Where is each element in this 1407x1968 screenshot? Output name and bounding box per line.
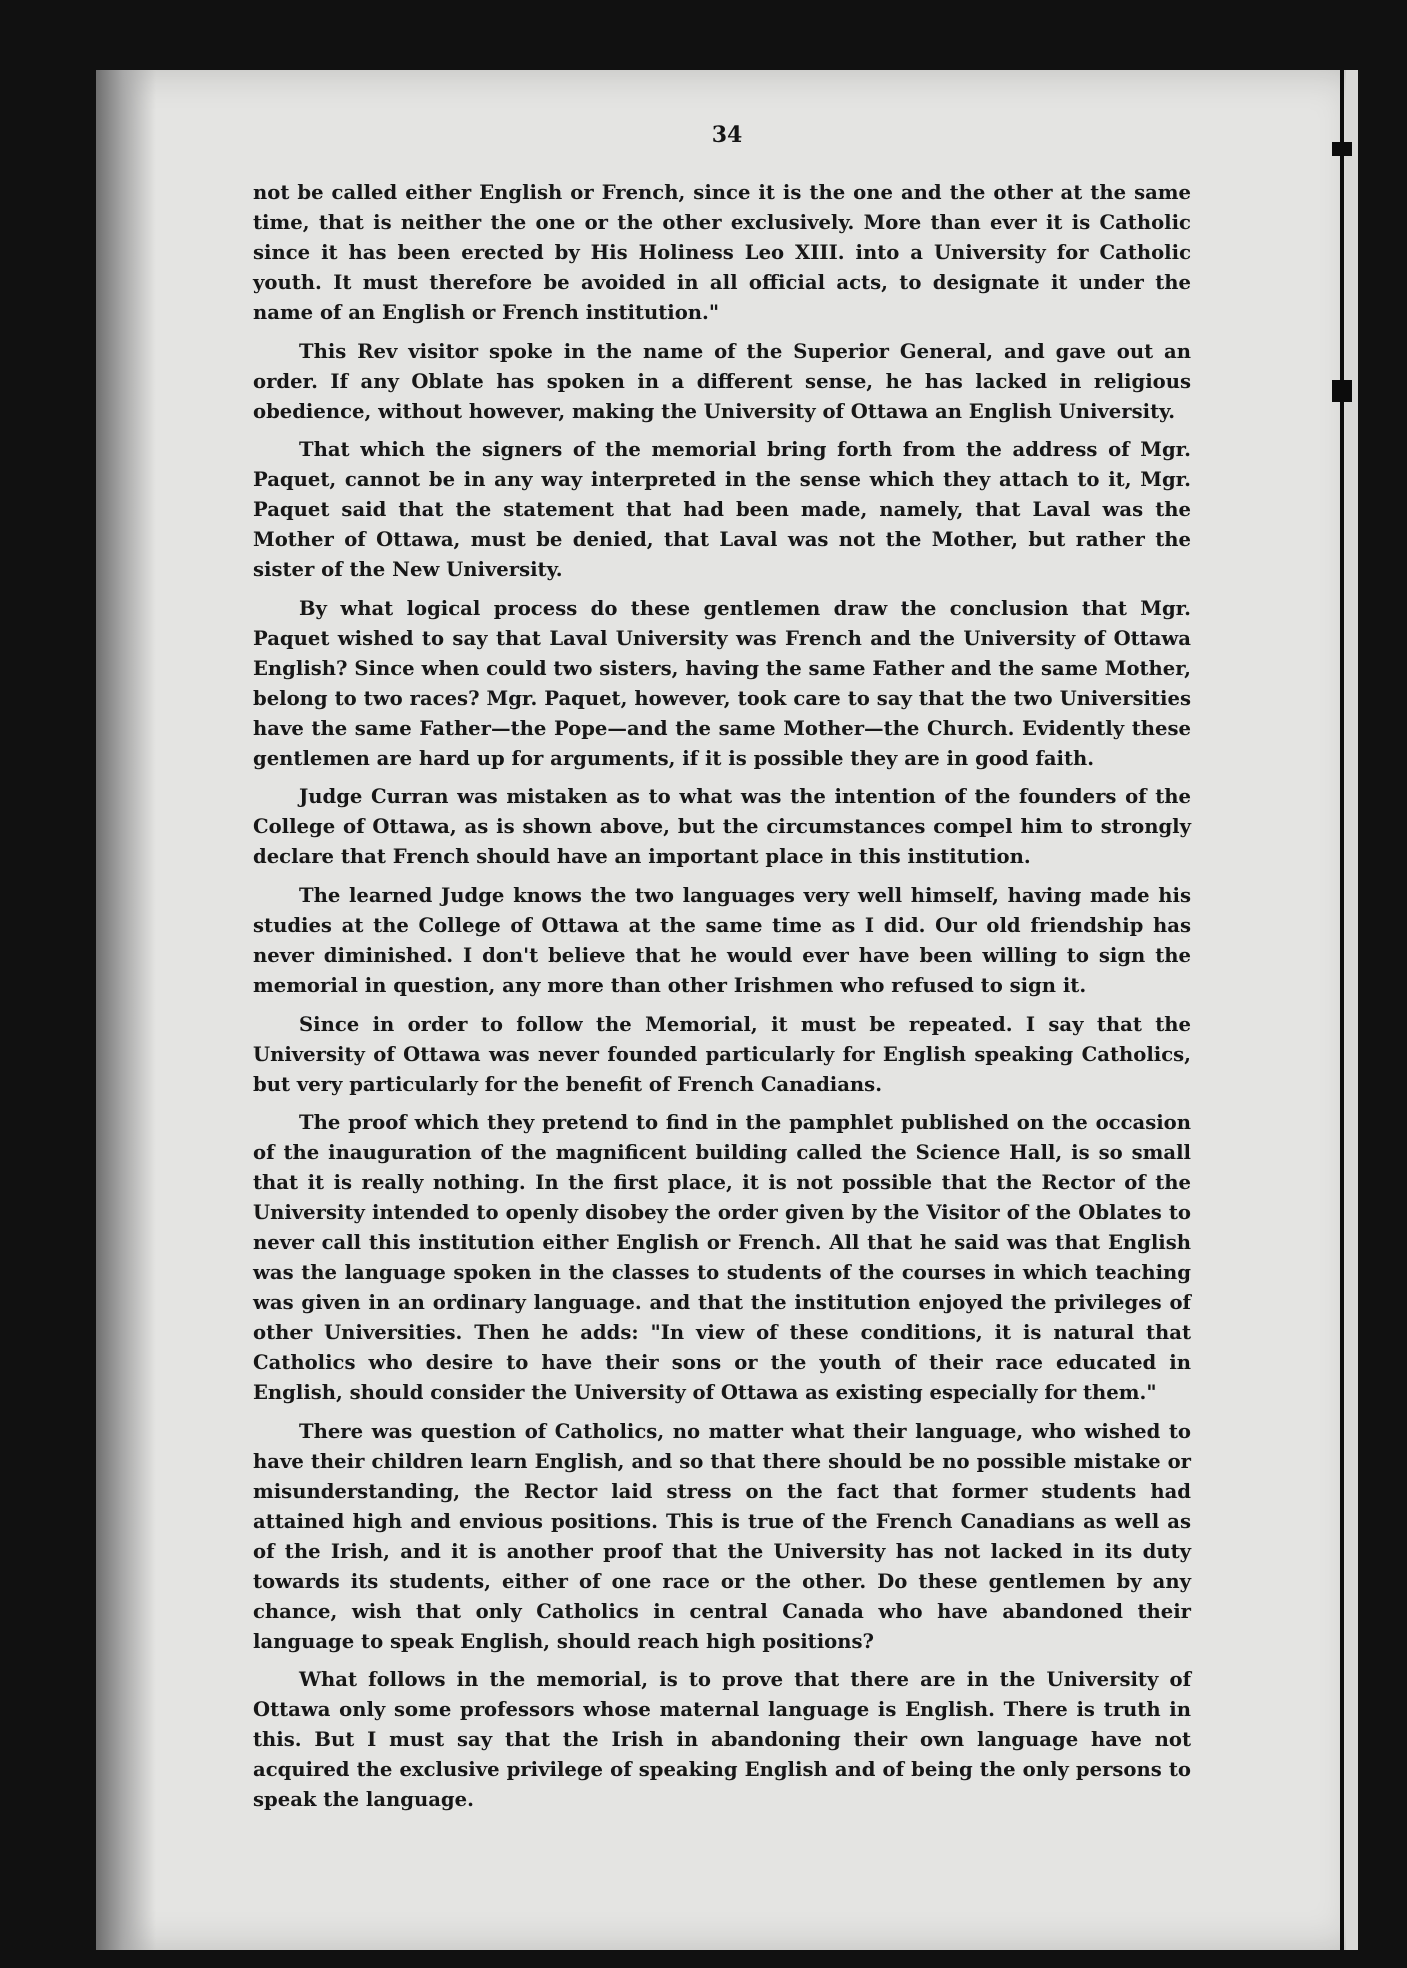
paragraph: Since in order to follow the Memorial, it must be repeated. I say that the University of Ottawa was never founded particularly for English speaking Catholics, but very particularly for the benefit of French Canadians. <box>253 1012 1191 1096</box>
binding-mark <box>1332 380 1352 402</box>
page-left-shadow <box>96 70 156 1950</box>
paragraph: not be called either English or French, since it is the one and the other at the same time, that is neither the one or the other exclusively. More than ever it is Catholic since it has been erected by His Holiness Leo XIII. into a University for Catholic youth. It must therefore be avoided in all official acts, to designate it under the name of an English or French institution." <box>253 181 1191 324</box>
body-text <box>253 178 1191 1824</box>
paragraph: This Rev visitor spoke in the name of the Superior General, and gave out an order. If any Oblate has spoken in a different sense, he has lacked in religious obedience, without however, making the University of Ottawa an English University. <box>253 339 1191 423</box>
paragraph: The proof which they pretend to find in the pamphlet published on the occasion of the inauguration of the magnificent building called the Science Hall, is so small that it is really nothing. In the first place, it is not possible that the Rector of the University intended to openly disobey the order given by the Visitor of the Oblates to never call this institution either English or French. All that he said was that English was the language spoken in the classes to students of the courses in which teaching was given in an ordinary language. and that the institution enjoyed the privileges of other Universities. Then he adds: "In view of these conditions, it is natural that Catholics who desire to have their sons or the youth of their race educated in English, should consider the University of Ottawa as existing especially for them." <box>253 1111 1191 1405</box>
page-number: 34 <box>711 122 743 148</box>
paragraph: There was question of Catholics, no matter what their language, who wished to have their children learn English, and so that there should be no possible mistake or misunderstanding, the Rector laid stress on the fact that former students had attained high and envious positions. This is true of the French Canadians as well as of the Irish, and it is another proof that the University has not lacked in its duty towards its students, either of one race or the other. Do these gentlemen by any chance, wish that only Catholics in central Canada who have abandoned their language to speak English, should reach high positions? <box>253 1419 1191 1653</box>
facing-page-edge <box>1346 70 1358 1950</box>
document-page <box>96 70 1358 1950</box>
paragraph: What follows in the memorial, is to prove that there are in the University of Ottawa only some professors whose maternal language is English. There is truth in this. But I must say that the Irish in abandoning their own language have not acquired the exclusive privilege of speaking English and of being the only persons to speak the language. <box>253 1668 1191 1812</box>
binding-spine <box>1340 70 1344 1950</box>
paragraph: That which the signers of the memorial bring forth from the address of Mgr. Paquet, cannot be in any way interpreted in the sense which they attach to it, Mgr. Paquet said that the statement that had been made, namely, that Laval was the Mother of Ottawa, must be denied, that Laval was not the Mother, but rather the sister of the New University. <box>253 438 1191 582</box>
paragraph: Judge Curran was mistaken as to what was the intention of the founders of the College of Ottawa, as is shown above, but the circumstances compel him to strongly declare that French should have an important place in this institution. <box>253 785 1191 869</box>
paragraph: The learned Judge knows the two languages very well himself, having made his studies at the College of Ottawa at the same time as I did. Our old friendship has never diminished. I don't believe that he would ever have been willing to sign the memorial in question, any more than other Irishmen who refused to sign it. <box>253 883 1191 997</box>
paragraph: By what logical process do these gentlemen draw the conclusion that Mgr. Paquet wished to say that Laval University was French and the University of Ottawa English? Since when could two sisters, having the same Father and the same Mother, belong to two races? Mgr. Paquet, however, took care to say that the two Universities have the same Father—the Pope—and the same Mother—the Church. Evidently these gentlemen are hard up for arguments, if it is possible they are in good faith. <box>253 596 1191 770</box>
